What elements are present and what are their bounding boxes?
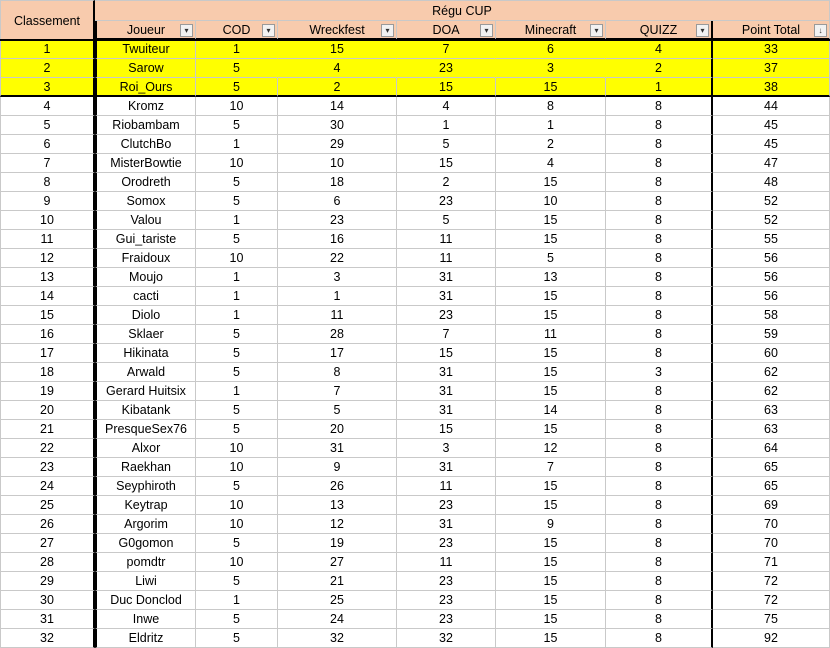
column-header-quizz[interactable]: [606, 21, 713, 40]
doa-cell[interactable]: 31: [397, 458, 496, 477]
player-name-cell[interactable]: Sklaer: [95, 325, 196, 344]
cod-cell[interactable]: 10: [196, 515, 278, 534]
quizz-cell[interactable]: 8: [606, 572, 713, 591]
quizz-cell[interactable]: 8: [606, 249, 713, 268]
wreckfest-cell[interactable]: 27: [278, 553, 397, 572]
rank-cell[interactable]: 4: [0, 97, 95, 116]
player-name-cell[interactable]: G0gomon: [95, 534, 196, 553]
point-total-cell[interactable]: 72: [713, 572, 830, 591]
quizz-cell[interactable]: 8: [606, 306, 713, 325]
doa-cell[interactable]: 23: [397, 192, 496, 211]
rank-cell[interactable]: 1: [0, 40, 95, 59]
player-name-cell[interactable]: pomdtr: [95, 553, 196, 572]
doa-cell[interactable]: 31: [397, 382, 496, 401]
rank-cell[interactable]: 8: [0, 173, 95, 192]
quizz-cell[interactable]: 8: [606, 534, 713, 553]
doa-cell[interactable]: 32: [397, 629, 496, 648]
quizz-cell[interactable]: 8: [606, 515, 713, 534]
cod-cell[interactable]: 5: [196, 477, 278, 496]
doa-cell[interactable]: 7: [397, 40, 496, 59]
quizz-cell[interactable]: 8: [606, 173, 713, 192]
doa-cell[interactable]: 1: [397, 116, 496, 135]
column-header-label: QUIZZ: [639, 23, 678, 37]
wreckfest-cell[interactable]: 8: [278, 363, 397, 382]
doa-cell[interactable]: 31: [397, 268, 496, 287]
doa-cell[interactable]: 31: [397, 363, 496, 382]
quizz-cell[interactable]: 8: [606, 192, 713, 211]
minecraft-cell[interactable]: 2: [496, 135, 606, 154]
rank-cell[interactable]: 21: [0, 420, 95, 439]
quizz-cell[interactable]: 8: [606, 135, 713, 154]
doa-cell[interactable]: 7: [397, 325, 496, 344]
rank-cell[interactable]: 31: [0, 610, 95, 629]
cod-cell[interactable]: 1: [196, 40, 278, 59]
rank-cell[interactable]: 32: [0, 629, 95, 648]
quizz-cell[interactable]: 3: [606, 363, 713, 382]
cod-cell[interactable]: 5: [196, 534, 278, 553]
doa-cell[interactable]: 4: [397, 97, 496, 116]
rank-cell[interactable]: 17: [0, 344, 95, 363]
point-total-cell[interactable]: 70: [713, 534, 830, 553]
player-name-cell[interactable]: Twuiteur: [95, 40, 196, 59]
minecraft-cell[interactable]: 15: [496, 78, 606, 97]
sort-ascending-filter-icon[interactable]: ↓: [814, 24, 827, 37]
quizz-cell[interactable]: 8: [606, 439, 713, 458]
column-header-minecraft[interactable]: [496, 21, 606, 40]
cod-cell[interactable]: 5: [196, 401, 278, 420]
doa-cell[interactable]: 23: [397, 610, 496, 629]
point-total-cell[interactable]: 65: [713, 458, 830, 477]
wreckfest-cell[interactable]: 22: [278, 249, 397, 268]
point-total-cell[interactable]: 48: [713, 173, 830, 192]
cod-cell[interactable]: 5: [196, 173, 278, 192]
column-header-label: Wreckfest: [309, 23, 365, 37]
filter-dropdown-icon[interactable]: ▾: [180, 24, 193, 37]
doa-cell[interactable]: 15: [397, 420, 496, 439]
column-header-point-total[interactable]: [713, 21, 830, 40]
point-total-cell[interactable]: 37: [713, 59, 830, 78]
doa-cell[interactable]: 23: [397, 496, 496, 515]
quizz-cell[interactable]: 8: [606, 591, 713, 610]
column-header-label: Point Total: [741, 23, 801, 37]
point-total-cell[interactable]: 71: [713, 553, 830, 572]
point-total-cell[interactable]: 44: [713, 97, 830, 116]
cod-cell[interactable]: 1: [196, 306, 278, 325]
rank-cell[interactable]: 2: [0, 59, 95, 78]
wreckfest-cell[interactable]: 11: [278, 306, 397, 325]
wreckfest-cell[interactable]: 13: [278, 496, 397, 515]
minecraft-cell[interactable]: 12: [496, 439, 606, 458]
rank-cell[interactable]: 5: [0, 116, 95, 135]
player-name-cell[interactable]: Diolo: [95, 306, 196, 325]
rank-cell[interactable]: 3: [0, 78, 95, 97]
point-total-cell[interactable]: 63: [713, 420, 830, 439]
point-total-cell[interactable]: 72: [713, 591, 830, 610]
cod-cell[interactable]: 5: [196, 192, 278, 211]
quizz-cell[interactable]: 8: [606, 629, 713, 648]
wreckfest-cell[interactable]: 18: [278, 173, 397, 192]
rank-cell[interactable]: 16: [0, 325, 95, 344]
filter-dropdown-icon[interactable]: ▾: [696, 24, 709, 37]
wreckfest-cell[interactable]: 6: [278, 192, 397, 211]
wreckfest-cell[interactable]: 15: [278, 40, 397, 59]
wreckfest-cell[interactable]: 28: [278, 325, 397, 344]
quizz-cell[interactable]: 8: [606, 553, 713, 572]
wreckfest-cell[interactable]: 31: [278, 439, 397, 458]
player-name-cell[interactable]: cacti: [95, 287, 196, 306]
wreckfest-cell[interactable]: 21: [278, 572, 397, 591]
quizz-cell[interactable]: 8: [606, 610, 713, 629]
rank-cell[interactable]: 24: [0, 477, 95, 496]
player-name-cell[interactable]: Kromz: [95, 97, 196, 116]
wreckfest-cell[interactable]: 10: [278, 154, 397, 173]
player-name-cell[interactable]: Roi_Ours: [95, 78, 196, 97]
player-name-cell[interactable]: Hikinata: [95, 344, 196, 363]
rank-cell[interactable]: 19: [0, 382, 95, 401]
minecraft-cell[interactable]: 9: [496, 515, 606, 534]
point-total-cell[interactable]: 56: [713, 287, 830, 306]
doa-cell[interactable]: 11: [397, 230, 496, 249]
quizz-cell[interactable]: 8: [606, 230, 713, 249]
minecraft-cell[interactable]: 4: [496, 154, 606, 173]
minecraft-cell[interactable]: 15: [496, 591, 606, 610]
cod-cell[interactable]: 5: [196, 572, 278, 591]
wreckfest-cell[interactable]: 24: [278, 610, 397, 629]
quizz-cell[interactable]: 8: [606, 420, 713, 439]
rank-cell[interactable]: 14: [0, 287, 95, 306]
wreckfest-cell[interactable]: 23: [278, 211, 397, 230]
minecraft-cell[interactable]: 6: [496, 40, 606, 59]
quizz-cell[interactable]: 8: [606, 344, 713, 363]
rank-cell[interactable]: 18: [0, 363, 95, 382]
wreckfest-cell[interactable]: 9: [278, 458, 397, 477]
player-name-cell[interactable]: Arwald: [95, 363, 196, 382]
player-name-cell[interactable]: Gui_tariste: [95, 230, 196, 249]
doa-cell[interactable]: 11: [397, 477, 496, 496]
column-header-label: Minecraft: [524, 23, 577, 37]
cod-cell[interactable]: 1: [196, 591, 278, 610]
cod-cell[interactable]: 1: [196, 211, 278, 230]
point-total-cell[interactable]: 69: [713, 496, 830, 515]
player-name-cell[interactable]: Alxor: [95, 439, 196, 458]
player-name-cell[interactable]: Orodreth: [95, 173, 196, 192]
minecraft-cell[interactable]: 15: [496, 211, 606, 230]
minecraft-cell[interactable]: 15: [496, 344, 606, 363]
player-name-cell[interactable]: Raekhan: [95, 458, 196, 477]
wreckfest-cell[interactable]: 12: [278, 515, 397, 534]
point-total-cell[interactable]: 92: [713, 629, 830, 648]
wreckfest-cell[interactable]: 25: [278, 591, 397, 610]
doa-cell[interactable]: 23: [397, 59, 496, 78]
wreckfest-cell[interactable]: 1: [278, 287, 397, 306]
point-total-cell[interactable]: 59: [713, 325, 830, 344]
cod-cell[interactable]: 10: [196, 249, 278, 268]
minecraft-cell[interactable]: 15: [496, 553, 606, 572]
player-name-cell[interactable]: Kibatank: [95, 401, 196, 420]
column-header-wreckfest[interactable]: [278, 21, 397, 40]
rank-cell[interactable]: 23: [0, 458, 95, 477]
table-title: Régu CUP: [95, 0, 830, 21]
column-header-player[interactable]: [95, 21, 196, 40]
filter-dropdown-icon[interactable]: ▾: [262, 24, 275, 37]
cod-cell[interactable]: 5: [196, 230, 278, 249]
player-name-cell[interactable]: Eldritz: [95, 629, 196, 648]
doa-cell[interactable]: 15: [397, 78, 496, 97]
cod-cell[interactable]: 10: [196, 97, 278, 116]
doa-cell[interactable]: 31: [397, 287, 496, 306]
player-name-cell[interactable]: Duc Donclod: [95, 591, 196, 610]
player-name-cell[interactable]: Liwi: [95, 572, 196, 591]
quizz-cell[interactable]: 8: [606, 325, 713, 344]
filter-dropdown-icon[interactable]: ▾: [381, 24, 394, 37]
minecraft-cell[interactable]: 15: [496, 173, 606, 192]
wreckfest-cell[interactable]: 30: [278, 116, 397, 135]
quizz-cell[interactable]: 2: [606, 59, 713, 78]
rank-cell[interactable]: 30: [0, 591, 95, 610]
wreckfest-cell[interactable]: 16: [278, 230, 397, 249]
point-total-cell[interactable]: 33: [713, 40, 830, 59]
rank-cell[interactable]: 27: [0, 534, 95, 553]
point-total-cell[interactable]: 45: [713, 116, 830, 135]
rank-cell[interactable]: 9: [0, 192, 95, 211]
cod-cell[interactable]: 10: [196, 553, 278, 572]
cod-cell[interactable]: 5: [196, 59, 278, 78]
wreckfest-cell[interactable]: 5: [278, 401, 397, 420]
column-header-doa[interactable]: [397, 21, 496, 40]
minecraft-cell[interactable]: 15: [496, 477, 606, 496]
wreckfest-cell[interactable]: 32: [278, 629, 397, 648]
minecraft-cell[interactable]: 15: [496, 306, 606, 325]
cod-cell[interactable]: 5: [196, 78, 278, 97]
point-total-cell[interactable]: 64: [713, 439, 830, 458]
cod-cell[interactable]: 10: [196, 154, 278, 173]
player-name-cell[interactable]: Fraidoux: [95, 249, 196, 268]
point-total-cell[interactable]: 38: [713, 78, 830, 97]
column-header-label: DOA: [432, 23, 460, 37]
point-total-cell[interactable]: 56: [713, 249, 830, 268]
rank-cell[interactable]: 20: [0, 401, 95, 420]
rank-cell[interactable]: 6: [0, 135, 95, 154]
quizz-cell[interactable]: 8: [606, 401, 713, 420]
quizz-cell[interactable]: 4: [606, 40, 713, 59]
quizz-cell[interactable]: 8: [606, 211, 713, 230]
quizz-cell[interactable]: 8: [606, 496, 713, 515]
minecraft-cell[interactable]: 13: [496, 268, 606, 287]
wreckfest-cell[interactable]: 3: [278, 268, 397, 287]
player-name-cell[interactable]: Seyphiroth: [95, 477, 196, 496]
doa-cell[interactable]: 2: [397, 173, 496, 192]
point-total-cell[interactable]: 56: [713, 268, 830, 287]
rank-cell[interactable]: 29: [0, 572, 95, 591]
player-name-cell[interactable]: Inwe: [95, 610, 196, 629]
doa-cell[interactable]: 5: [397, 211, 496, 230]
doa-cell[interactable]: 23: [397, 306, 496, 325]
doa-cell[interactable]: 3: [397, 439, 496, 458]
minecraft-cell[interactable]: 3: [496, 59, 606, 78]
point-total-cell[interactable]: 52: [713, 211, 830, 230]
rank-cell[interactable]: 7: [0, 154, 95, 173]
doa-cell[interactable]: 11: [397, 249, 496, 268]
player-name-cell[interactable]: MisterBowtie: [95, 154, 196, 173]
point-total-cell[interactable]: 55: [713, 230, 830, 249]
doa-cell[interactable]: 31: [397, 515, 496, 534]
quizz-cell[interactable]: 8: [606, 268, 713, 287]
rank-cell[interactable]: 22: [0, 439, 95, 458]
cod-cell[interactable]: 10: [196, 496, 278, 515]
minecraft-cell[interactable]: 1: [496, 116, 606, 135]
column-header-label: COD: [222, 23, 251, 37]
point-total-cell[interactable]: 47: [713, 154, 830, 173]
wreckfest-cell[interactable]: 19: [278, 534, 397, 553]
rank-column-header[interactable]: Classement: [0, 0, 95, 40]
cod-cell[interactable]: 10: [196, 458, 278, 477]
cod-cell[interactable]: 5: [196, 363, 278, 382]
quizz-cell[interactable]: 8: [606, 382, 713, 401]
minecraft-cell[interactable]: 14: [496, 401, 606, 420]
wreckfest-cell[interactable]: 29: [278, 135, 397, 154]
cod-cell[interactable]: 5: [196, 344, 278, 363]
player-name-cell[interactable]: PresqueSex76: [95, 420, 196, 439]
player-name-cell[interactable]: Moujo: [95, 268, 196, 287]
wreckfest-cell[interactable]: 4: [278, 59, 397, 78]
player-name-cell[interactable]: Keytrap: [95, 496, 196, 515]
rank-cell[interactable]: 28: [0, 553, 95, 572]
rank-cell[interactable]: 11: [0, 230, 95, 249]
point-total-cell[interactable]: 62: [713, 382, 830, 401]
player-name-cell[interactable]: Riobambam: [95, 116, 196, 135]
quizz-cell[interactable]: 8: [606, 116, 713, 135]
rank-cell[interactable]: 26: [0, 515, 95, 534]
rank-cell[interactable]: 10: [0, 211, 95, 230]
minecraft-cell[interactable]: 15: [496, 230, 606, 249]
wreckfest-cell[interactable]: 20: [278, 420, 397, 439]
rank-cell[interactable]: 12: [0, 249, 95, 268]
minecraft-cell[interactable]: 5: [496, 249, 606, 268]
minecraft-cell[interactable]: 15: [496, 363, 606, 382]
wreckfest-cell[interactable]: 2: [278, 78, 397, 97]
doa-cell[interactable]: 15: [397, 154, 496, 173]
rank-cell[interactable]: 15: [0, 306, 95, 325]
minecraft-cell[interactable]: 15: [496, 610, 606, 629]
minecraft-cell[interactable]: 8: [496, 97, 606, 116]
point-total-cell[interactable]: 63: [713, 401, 830, 420]
quizz-cell[interactable]: 8: [606, 154, 713, 173]
filter-dropdown-icon[interactable]: ▾: [480, 24, 493, 37]
cod-cell[interactable]: 5: [196, 610, 278, 629]
point-total-cell[interactable]: 62: [713, 363, 830, 382]
cod-cell[interactable]: 5: [196, 325, 278, 344]
doa-cell[interactable]: 31: [397, 401, 496, 420]
cod-cell[interactable]: 1: [196, 135, 278, 154]
doa-cell[interactable]: 23: [397, 534, 496, 553]
point-total-cell[interactable]: 65: [713, 477, 830, 496]
minecraft-cell[interactable]: 15: [496, 382, 606, 401]
point-total-cell[interactable]: 70: [713, 515, 830, 534]
wreckfest-cell[interactable]: 17: [278, 344, 397, 363]
minecraft-cell[interactable]: 11: [496, 325, 606, 344]
cod-cell[interactable]: 5: [196, 629, 278, 648]
player-name-cell[interactable]: Sarow: [95, 59, 196, 78]
player-name-cell[interactable]: Valou: [95, 211, 196, 230]
doa-cell[interactable]: 15: [397, 344, 496, 363]
point-total-cell[interactable]: 45: [713, 135, 830, 154]
minecraft-cell[interactable]: 15: [496, 534, 606, 553]
minecraft-cell[interactable]: 10: [496, 192, 606, 211]
player-name-cell[interactable]: Argorim: [95, 515, 196, 534]
cod-cell[interactable]: 1: [196, 268, 278, 287]
cod-cell[interactable]: 1: [196, 287, 278, 306]
rank-cell[interactable]: 25: [0, 496, 95, 515]
column-header-cod[interactable]: [196, 21, 278, 40]
doa-cell[interactable]: 23: [397, 572, 496, 591]
player-name-cell[interactable]: Somox: [95, 192, 196, 211]
minecraft-cell[interactable]: 15: [496, 496, 606, 515]
filter-dropdown-icon[interactable]: ▾: [590, 24, 603, 37]
quizz-cell[interactable]: 1: [606, 78, 713, 97]
cod-cell[interactable]: 5: [196, 116, 278, 135]
point-total-cell[interactable]: 52: [713, 192, 830, 211]
player-name-cell[interactable]: ClutchBo: [95, 135, 196, 154]
column-header-label: Joueur: [126, 23, 166, 37]
wreckfest-cell[interactable]: 14: [278, 97, 397, 116]
rank-cell[interactable]: 13: [0, 268, 95, 287]
point-total-cell[interactable]: 60: [713, 344, 830, 363]
point-total-cell[interactable]: 58: [713, 306, 830, 325]
doa-cell[interactable]: 5: [397, 135, 496, 154]
player-name-cell[interactable]: Gerard Huitsix: [95, 382, 196, 401]
doa-cell[interactable]: 11: [397, 553, 496, 572]
cod-cell[interactable]: 1: [196, 382, 278, 401]
doa-cell[interactable]: 23: [397, 591, 496, 610]
quizz-cell[interactable]: 8: [606, 287, 713, 306]
minecraft-cell[interactable]: 15: [496, 572, 606, 591]
minecraft-cell[interactable]: 15: [496, 287, 606, 306]
wreckfest-cell[interactable]: 26: [278, 477, 397, 496]
point-total-cell[interactable]: 75: [713, 610, 830, 629]
quizz-cell[interactable]: 8: [606, 458, 713, 477]
quizz-cell[interactable]: 8: [606, 477, 713, 496]
cod-cell[interactable]: 10: [196, 439, 278, 458]
cod-cell[interactable]: 5: [196, 420, 278, 439]
minecraft-cell[interactable]: 15: [496, 629, 606, 648]
minecraft-cell[interactable]: 7: [496, 458, 606, 477]
wreckfest-cell[interactable]: 7: [278, 382, 397, 401]
minecraft-cell[interactable]: 15: [496, 420, 606, 439]
quizz-cell[interactable]: 8: [606, 97, 713, 116]
